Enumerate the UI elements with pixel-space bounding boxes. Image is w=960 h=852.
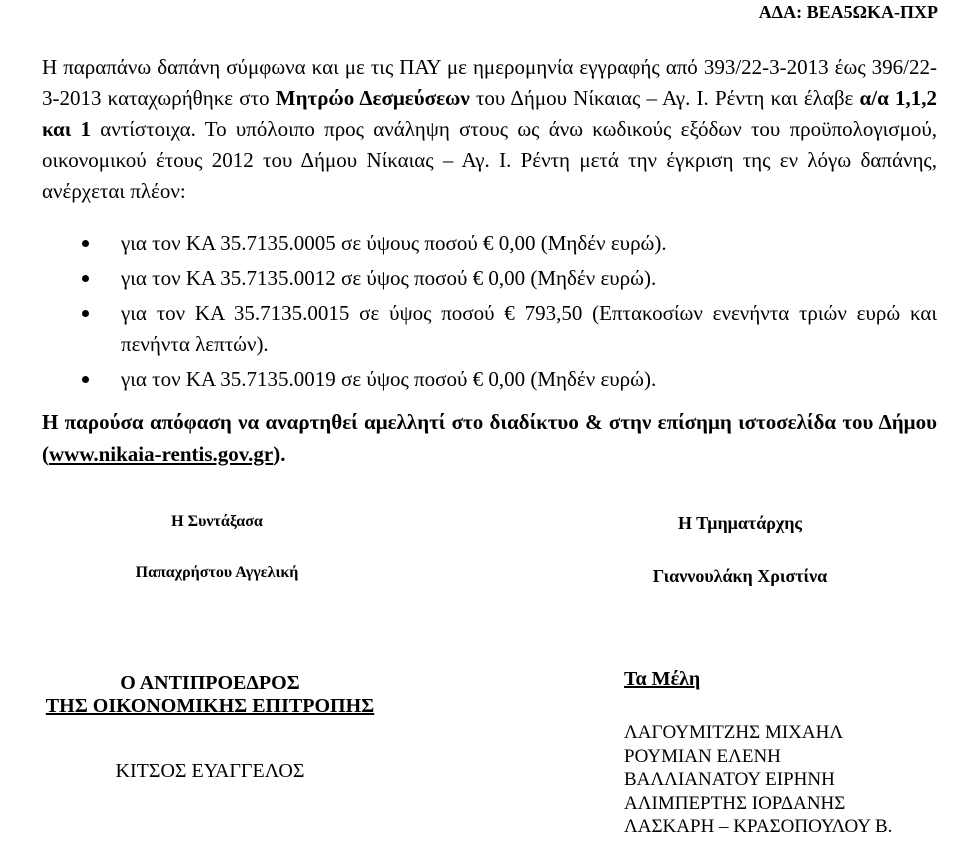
paragraph-bold-numbers: α/α 1,1,2 και 1: [42, 86, 937, 141]
commitment-paragraph: [42, 52, 937, 207]
member-name: ΛΑΣΚΑΡΗ – ΚΡΑΣΟΠΟΥΛΟΥ Β.: [624, 816, 893, 837]
list-item: [42, 228, 937, 259]
bullet-icon: [82, 275, 89, 282]
list-item-text: για τον ΚΑ 35.7135.0005 σε ύψους ποσού € 0,00 (Μηδέν ευρώ).: [121, 231, 667, 255]
balance-list: [42, 228, 937, 399]
committee-members: [624, 668, 960, 839]
ada-code: ΑΔΑ: ΒΕΑ5ΩΚΑ-ΠΧΡ: [758, 2, 938, 22]
bullet-icon: [82, 310, 89, 317]
drafter-name: Παπαχρήστου Αγγελική: [135, 564, 299, 581]
vice-president-title: [0, 672, 420, 718]
member-name: ΡΟΥΜΙΑΝ ΕΛΕΝΗ: [624, 745, 781, 767]
publication-notice: [42, 406, 937, 470]
vice-president-line-1: Ο ΑΝΤΙΠΡΟΕΔΡΟΣ: [120, 672, 300, 694]
paragraph-bold-registry: Μητρώο Δεσμεύσεων: [275, 86, 470, 110]
notice-end: ).: [273, 442, 286, 466]
list-item: [42, 263, 937, 294]
member-name: ΛΑΓΟΥΜΙΤΖΗΣ ΜΙΧΑΗΛ: [624, 722, 844, 743]
paragraph-text-1: Η παραπάνω δαπάνη σύμφωνα και με τις ΠΑΥ με ημερομηνία εγγραφής από 393/22-3-2013 έως 396/22-3-2013 καταχωρήθηκε στο: [42, 55, 937, 110]
list-item-text: για τον ΚΑ 35.7135.0015 σε ύψος ποσού € 793,50 (Επτακοσίων ενενήντα τριών ευρώ και πενήντα λεπτών).: [121, 301, 937, 356]
notice-text: Η παρούσα απόφαση να αναρτηθεί αμελλητί στο διαδίκτυο & στην επίσημη ιστοσελίδα του Δήμου (: [42, 410, 937, 466]
vice-president-line-2: ΤΗΣ ΟΙΚΟΝΟΜΙΚΗΣ ΕΠΙΤΡΟΠΗΣ: [45, 695, 375, 717]
member-name: ΒΑΛΛΙΑΝΑΤΟΥ ΕΙΡΗΝΗ: [624, 769, 835, 790]
members-title: Τα Μέλη: [624, 668, 701, 690]
bullet-icon: [82, 376, 89, 383]
bullet-icon: [82, 240, 89, 247]
list-item: [42, 298, 937, 360]
vice-president-name: ΚΙΤΣΟΣ ΕΥΑΓΓΕΛΟΣ: [115, 760, 305, 782]
paragraph-text-2: του Δήμου Νίκαιας – Αγ. Ι. Ρέντη και έλαβε: [469, 86, 860, 110]
list-item-text: για τον ΚΑ 35.7135.0012 σε ύψος ποσού € 0,00 (Μηδέν ευρώ).: [121, 266, 657, 290]
section-head-title: Η Τμηματάρχης: [677, 513, 803, 533]
member-name: ΑΛΙΜΠΕΡΤΗΣ ΙΟΡΔΑΝΗΣ: [624, 792, 846, 814]
section-head-name: Γιαννουλάκη Χριστίνα: [652, 566, 828, 586]
list-item: [42, 364, 937, 395]
drafter-title: Η Συντάξασα: [171, 513, 263, 530]
paragraph-text-3: αντίστοιχα. Το υπόλοιπο προς ανάληψη στους ως άνω κωδικούς εξόδων του προϋπολογισμού, οικονομικού έτους 2012 του Δήμου Νίκαιας – Αγ. Ι. Ρέντη μετά την έγκριση της εν λόγω δαπάνης, ανέρχεται πλέον:: [42, 117, 937, 203]
list-item-text: για τον ΚΑ 35.7135.0019 σε ύψος ποσού € 0,00 (Μηδέν ευρώ).: [121, 367, 657, 391]
municipality-website-link[interactable]: www.nikaia-rentis.gov.gr: [49, 442, 274, 466]
